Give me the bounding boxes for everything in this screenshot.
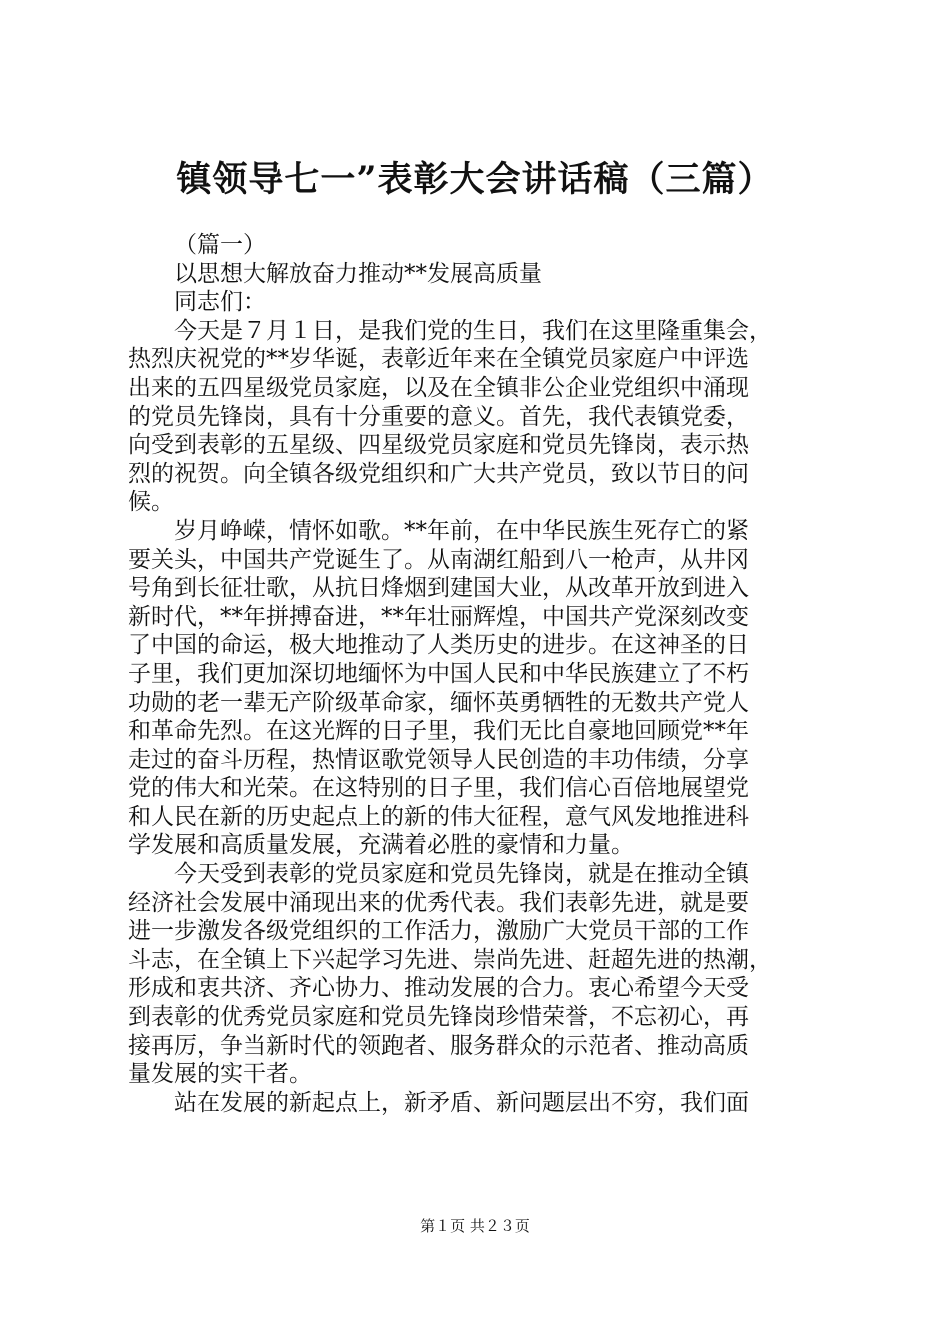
text-line: 功勋的老一辈无产阶级革命家，缅怀英勇牺牲的无数共产党人 [128, 689, 749, 716]
text-line: 热烈庆祝党的**岁华诞，表彰近年来在全镇党员家庭户中评选 [128, 346, 749, 373]
text-line: 同志们： [174, 289, 266, 316]
text-line: 候。 [128, 489, 174, 516]
document-body [128, 231, 844, 1117]
text-line: （篇一） [174, 232, 266, 258]
text-line: 和人民在新的历史起点上的新的伟大征程，意气风发地推进科 [128, 803, 749, 830]
text-line: 的党员先锋岗，具有十分重要的意义。首先，我代表镇党委， [128, 403, 749, 430]
text-line: 到表彰的优秀党员家庭和党员先锋岗珍惜荣誉，不忘初心，再 [128, 1004, 749, 1031]
text-line: 子里，我们更加深切地缅怀为中国人民和中华民族建立了不朽 [128, 660, 749, 687]
text-line: 了中国的命运，极大地推动了人类历史的进步。在这神圣的日 [128, 632, 749, 659]
text-line: 岁月峥嵘，情怀如歌。**年前，在中华民族生死存亡的紧 [174, 517, 749, 544]
text-line: 今天受到表彰的党员家庭和党员先锋岗，就是在推动全镇 [174, 861, 749, 888]
text-line: 党的伟大和光荣。在这特别的日子里，我们信心百倍地展望党 [128, 775, 749, 802]
text-line: 今天是７月１日，是我们党的生日，我们在这里隆重集会， [174, 317, 772, 344]
page-footer: 第１页 共２３页 [420, 1217, 530, 1235]
text-line: 出来的五四星级党员家庭，以及在全镇非公企业党组织中涌现 [128, 374, 749, 401]
text-line: 走过的奋斗历程，热情讴歌党领导人民创造的丰功伟绩，分享 [128, 746, 749, 773]
text-line: 要关头，中国共产党诞生了。从南湖红船到八一枪声，从井冈 [128, 546, 749, 573]
text-line: 形成和衷共济、齐心协力、推动发展的合力。衷心希望今天受 [128, 975, 749, 1002]
text-line: 接再厉，争当新时代的领跑者、服务群众的示范者、推动高质 [128, 1032, 749, 1059]
text-line: 斗志，在全镇上下兴起学习先进、崇尚先进、赶超先进的热潮， [128, 946, 772, 973]
text-line: 以思想大解放奋力推动**发展高质量 [174, 260, 542, 287]
text-line: 和革命先烈。在这光辉的日子里，我们无比自豪地回顾党**年 [128, 718, 749, 745]
text-line: 量发展的实干者。 [128, 1061, 312, 1088]
text-line: 学发展和高质量发展，充满着必胜的豪情和力量。 [128, 832, 634, 859]
text-line: 站在发展的新起点上，新矛盾、新问题层出不穷，我们面 [174, 1089, 749, 1116]
text-line: 号角到长征壮歌，从抗日烽烟到建国大业，从改革开放到进入 [128, 575, 749, 602]
text-line: 经济社会发展中涌现出来的优秀代表。我们表彰先进，就是要 [128, 889, 749, 916]
text-line: 进一步激发各级党组织的工作活力，激励广大党员干部的工作 [128, 918, 749, 945]
document-title: 镇领导七一”表彰大会讲话稿（三篇） [176, 159, 774, 200]
text-line: 向受到表彰的五星级、四星级党员家庭和党员先锋岗，表示热 [128, 432, 749, 459]
text-line: 新时代，**年拼搏奋进，**年壮丽辉煌，中国共产党深刻改变 [128, 603, 749, 630]
text-line: 烈的祝贺。向全镇各级党组织和广大共产党员，致以节日的问 [128, 460, 749, 487]
